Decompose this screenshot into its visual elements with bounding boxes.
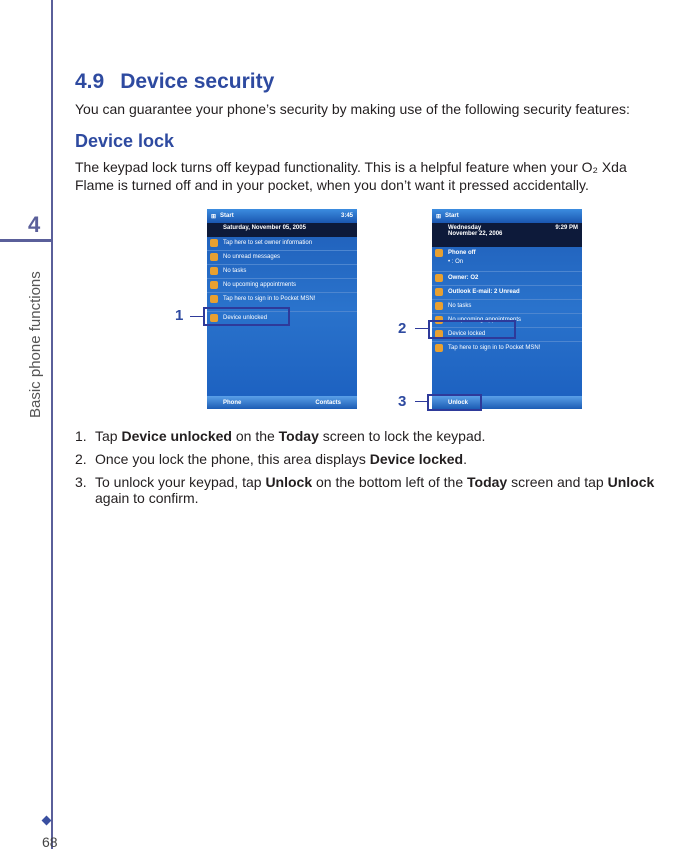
row-text: Tap here to sign in to Pocket MSN! [223, 296, 316, 302]
highlight-device-locked [428, 320, 516, 339]
row-text: Device locked [448, 331, 486, 337]
today-date: November 22, 2006 [448, 231, 503, 237]
step-text: . [463, 451, 467, 467]
row-text: No tasks [448, 303, 472, 309]
row-text: Outlook E-mail: 2 Unread [448, 289, 520, 295]
start-label: Start [220, 213, 234, 219]
step-bold: Device unlocked [121, 428, 232, 444]
windows-logo-icon: ⊞ [436, 213, 442, 220]
softkey-left: Phone [223, 399, 242, 406]
row-text: No unread messages [223, 254, 281, 260]
step-bold: Device locked [369, 451, 464, 467]
status-time: 3:45 [340, 213, 353, 219]
row-text: No tasks [223, 268, 247, 274]
step-bold: Today [467, 474, 508, 490]
callout-2: 2 [398, 320, 407, 337]
steps-list [75, 428, 678, 513]
step-item [75, 451, 678, 467]
today-date: Saturday, November 05, 2005 [207, 223, 357, 237]
step-text: screen to lock the keypad. [318, 428, 486, 444]
chapter-number: 4 [28, 212, 41, 237]
callout-line [415, 401, 427, 402]
step-item [75, 474, 678, 506]
step-text: on the bottom left of the [312, 474, 467, 490]
screenshot-locked [432, 209, 582, 409]
row-text: No upcoming appointments [223, 282, 297, 288]
row-text: Tap here to set owner information [223, 240, 313, 246]
step-bold: Today [278, 428, 319, 444]
row-text: Tap here to sign in to Pocket MSN! [448, 345, 541, 351]
owner-icon [210, 239, 218, 247]
today-day: Wednesday [448, 225, 482, 231]
chapter-tab [0, 239, 52, 242]
step-text: To unlock your keypad, tap [95, 474, 266, 490]
step-bold: Unlock [265, 474, 313, 490]
row-text: Phone off [448, 250, 476, 256]
mail-icon [435, 288, 443, 296]
start-label: Start [445, 213, 459, 219]
softkey-unlock: Unlock [448, 399, 469, 406]
section-title: Device security [120, 70, 275, 93]
owner-icon [435, 274, 443, 282]
step-item [75, 428, 678, 444]
callout-3: 3 [398, 393, 407, 410]
callout-line [190, 316, 203, 317]
tasks-icon [435, 302, 443, 310]
row-text: Device unlocked [223, 315, 268, 321]
callout-1: 1 [175, 307, 184, 324]
mail-icon [210, 253, 218, 261]
row-text: • : On [448, 259, 464, 265]
msn-icon [210, 295, 218, 303]
step-bold: Unlock [607, 474, 655, 490]
step-text: Once you lock the phone, this area displays [95, 451, 370, 467]
step-number: 2. [75, 451, 87, 467]
tasks-icon [210, 267, 218, 275]
callout-line [415, 328, 428, 329]
softkey-right: Contacts [315, 399, 341, 406]
section-number: 4.9 [75, 70, 105, 93]
subsection-text: The keypad lock turns off keypad functionality. This is a helpful feature when your O₂ Xda Flame is turned off and in your pocket, when you don’t want it pressed accidentally. [75, 159, 627, 193]
intro-text: You can guarantee your phone’s security by making use of the following security features: [75, 101, 630, 117]
step-text: again to confirm. [95, 490, 199, 506]
step-number: 3. [75, 474, 87, 490]
chapter-title: Basic phone functions [27, 271, 44, 418]
windows-logo-icon: ⊞ [211, 213, 217, 220]
row-text: No upcoming appointments [448, 317, 522, 323]
section-heading [75, 70, 274, 94]
diamond-icon [42, 816, 52, 826]
highlight-device-unlocked [203, 307, 290, 326]
step-text: screen and tap [507, 474, 608, 490]
phone-icon [435, 249, 443, 257]
highlight-unlock [427, 394, 482, 411]
subsection-title: Device lock [75, 131, 175, 151]
step-number: 1. [75, 428, 87, 444]
page-number: 68 [42, 834, 58, 850]
step-text: on the [231, 428, 279, 444]
msn-icon [435, 344, 443, 352]
calendar-icon [210, 281, 218, 289]
step-text: Tap [95, 428, 122, 444]
row-text: Owner: O2 [448, 275, 479, 281]
today-time: 9:29 PM [555, 225, 578, 231]
margin-rule [51, 0, 53, 849]
